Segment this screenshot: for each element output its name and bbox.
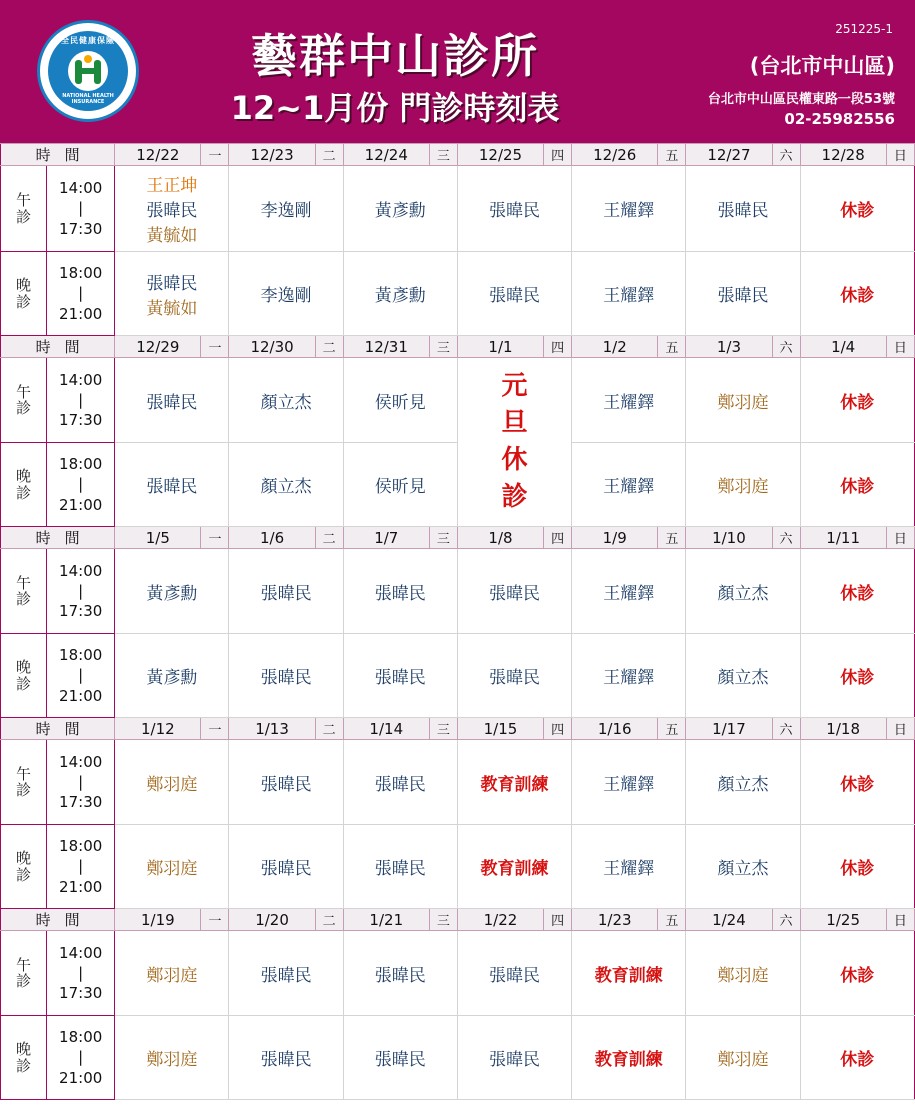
weekday-cell: 三 [429, 718, 457, 740]
doctor-cell [686, 825, 800, 909]
doctor-name: 張暐民 [489, 668, 541, 688]
doctor-cell [229, 549, 343, 634]
date-cell: 12/29 [115, 336, 201, 358]
doctor-cell [572, 1016, 686, 1100]
date-cell: 1/6 [229, 527, 315, 549]
doctor-cell [686, 740, 800, 825]
date-cell: 1/12 [115, 718, 201, 740]
date-cell: 1/19 [115, 909, 201, 931]
weekday-cell: 六 [772, 527, 800, 549]
doctor-name: 王耀鐸 [603, 668, 655, 688]
date-cell: 1/25 [800, 909, 886, 931]
weekday-cell: 四 [544, 718, 572, 740]
weekday-cell: 四 [544, 336, 572, 358]
doctor-name: 王耀鐸 [603, 477, 655, 497]
afternoon-time-range: 14:00 | 17:30 [47, 549, 115, 634]
weekday-cell: 二 [315, 336, 343, 358]
holiday-cell [457, 358, 571, 527]
doctor-cell [457, 549, 571, 634]
doctor-cell [572, 740, 686, 825]
doctor-cell [115, 358, 229, 443]
doctor-name: 王耀鐸 [603, 201, 655, 221]
doctor-cell [800, 252, 914, 336]
date-cell: 12/25 [457, 144, 543, 166]
doctor-name: 張暐民 [374, 583, 426, 604]
date-cell: 1/4 [800, 336, 886, 358]
doctor-name: 休診 [840, 583, 875, 604]
weekday-cell: 六 [772, 718, 800, 740]
evening-slot-label: 晚 診 [1, 1016, 47, 1100]
date-cell: 1/10 [686, 527, 772, 549]
doctor-cell [572, 358, 686, 443]
doctor-cell [115, 252, 229, 336]
doctor-cell [115, 166, 229, 252]
doctor-cell [115, 740, 229, 825]
doctor-cell [572, 825, 686, 909]
doctor-cell [229, 825, 343, 909]
afternoon-time-range: 14:00 | 17:30 [47, 358, 115, 443]
evening-slot-label: 晚 診 [1, 825, 47, 909]
doctor-cell [457, 1016, 571, 1100]
evening-time-range: 18:00 | 21:00 [47, 825, 115, 909]
doctor-cell [572, 443, 686, 527]
date-cell: 1/16 [572, 718, 658, 740]
date-cell: 12/22 [115, 144, 201, 166]
afternoon-row [1, 740, 915, 825]
doctor-name: 休診 [840, 477, 875, 497]
date-cell: 1/2 [572, 336, 658, 358]
doctor-name: 教育訓練 [594, 1050, 663, 1070]
doctor-cell [229, 740, 343, 825]
date-cell: 12/24 [343, 144, 429, 166]
evening-row [1, 252, 915, 336]
doctor-cell [800, 166, 914, 252]
doctor-name: 張暐民 [489, 1050, 541, 1070]
doctor-name: 休診 [840, 1050, 875, 1070]
date-cell: 1/3 [686, 336, 772, 358]
doctor-name: 休診 [840, 859, 875, 879]
header-banner [0, 0, 915, 143]
doctor-name: 侯昕見 [374, 392, 426, 413]
date-cell: 12/30 [229, 336, 315, 358]
doctor-name: 王耀鐸 [603, 774, 655, 795]
afternoon-row [1, 549, 915, 634]
weekday-cell: 日 [886, 336, 914, 358]
afternoon-slot-label: 午 診 [1, 549, 47, 634]
weekday-cell: 三 [429, 144, 457, 166]
evening-row [1, 634, 915, 718]
doctor-cell [800, 825, 914, 909]
doctor-cell [229, 252, 343, 336]
weekday-cell: 五 [658, 144, 686, 166]
doctor-name: 鄭羽庭 [717, 477, 769, 497]
date-cell: 1/17 [686, 718, 772, 740]
weekday-cell: 日 [886, 718, 914, 740]
week-header-row [1, 336, 915, 358]
weekday-cell: 二 [315, 909, 343, 931]
doctor-cell [229, 443, 343, 527]
doctor-cell [115, 549, 229, 634]
weekday-cell: 六 [772, 144, 800, 166]
weekday-cell: 一 [201, 909, 229, 931]
doctor-name: 黃毓如 [146, 298, 198, 319]
doctor-cell [115, 634, 229, 718]
doctor-cell [343, 549, 457, 634]
doctor-cell [457, 825, 571, 909]
afternoon-time-range: 14:00 | 17:30 [47, 166, 115, 252]
doctor-cell [229, 358, 343, 443]
doctor-cell [343, 634, 457, 718]
document-code: 251225-1 [835, 22, 893, 36]
doctor-cell [343, 931, 457, 1016]
doctor-name: 王耀鐸 [603, 583, 655, 604]
doctor-name: 黃彥勳 [146, 668, 198, 688]
doctor-cell [343, 252, 457, 336]
afternoon-time-range: 14:00 | 17:30 [47, 740, 115, 825]
doctor-name: 張暐民 [374, 668, 426, 688]
doctor-cell [572, 549, 686, 634]
doctor-name: 鄭羽庭 [146, 859, 198, 879]
doctor-cell [572, 166, 686, 252]
doctor-name: 王耀鐸 [603, 859, 655, 879]
date-cell: 1/18 [800, 718, 886, 740]
date-cell: 1/22 [457, 909, 543, 931]
evening-slot-label: 晚 診 [1, 634, 47, 718]
doctor-cell [686, 443, 800, 527]
date-cell: 1/21 [343, 909, 429, 931]
doctor-name: 張暐民 [374, 965, 426, 986]
date-cell: 12/31 [343, 336, 429, 358]
doctor-cell [686, 358, 800, 443]
doctor-name: 教育訓練 [480, 774, 549, 795]
afternoon-row [1, 931, 915, 1016]
time-header: 時間 [1, 336, 115, 358]
evening-time-range: 18:00 | 21:00 [47, 252, 115, 336]
doctor-cell [572, 931, 686, 1016]
evening-slot-label: 晚 診 [1, 443, 47, 527]
doctor-cell [229, 1016, 343, 1100]
doctor-cell [800, 549, 914, 634]
weekday-cell: 日 [886, 527, 914, 549]
logo-text-en: NATIONAL HEALTH INSURANCE [62, 93, 114, 105]
weekday-cell: 三 [429, 527, 457, 549]
doctor-cell [115, 1016, 229, 1100]
date-cell: 1/13 [229, 718, 315, 740]
date-cell: 1/9 [572, 527, 658, 549]
doctor-cell [343, 443, 457, 527]
doctor-cell [800, 443, 914, 527]
doctor-name: 張暐民 [489, 201, 541, 221]
doctor-cell [457, 740, 571, 825]
doctor-cell [686, 252, 800, 336]
doctor-name: 王正坤 [146, 176, 198, 196]
evening-row [1, 825, 915, 909]
schedule-table [0, 143, 915, 1100]
doctor-name: 張暐民 [260, 668, 312, 688]
doctor-name: 教育訓練 [594, 965, 663, 986]
doctor-name: 張暐民 [374, 774, 426, 795]
doctor-name: 張暐民 [717, 201, 769, 221]
doctor-cell [229, 931, 343, 1016]
date-cell: 1/5 [115, 527, 201, 549]
weekday-cell: 日 [886, 909, 914, 931]
weekday-cell: 四 [544, 909, 572, 931]
afternoon-time-range: 14:00 | 17:30 [47, 931, 115, 1016]
afternoon-row [1, 166, 915, 252]
district-label: (台北市中山區) [749, 54, 895, 78]
doctor-name: 鄭羽庭 [146, 965, 198, 986]
date-cell: 1/1 [457, 336, 543, 358]
doctor-cell [457, 252, 571, 336]
weekday-cell: 六 [772, 909, 800, 931]
doctor-name: 張暐民 [489, 583, 541, 604]
weekday-cell: 一 [201, 336, 229, 358]
doctor-name: 侯昕見 [374, 477, 426, 497]
evening-time-range: 18:00 | 21:00 [47, 634, 115, 718]
doctor-name: 王耀鐸 [603, 286, 655, 306]
doctor-cell [686, 634, 800, 718]
doctor-cell [343, 740, 457, 825]
doctor-cell [457, 634, 571, 718]
doctor-name: 休診 [840, 965, 875, 986]
evening-slot-label: 晚 診 [1, 252, 47, 336]
weekday-cell: 六 [772, 336, 800, 358]
doctor-cell [229, 166, 343, 252]
doctor-cell [457, 166, 571, 252]
afternoon-row [1, 358, 915, 443]
weekday-cell: 二 [315, 527, 343, 549]
weekday-cell: 三 [429, 336, 457, 358]
clinic-phone: 02-25982556 [784, 110, 895, 128]
date-cell: 1/15 [457, 718, 543, 740]
weekday-cell: 一 [201, 144, 229, 166]
doctor-cell [686, 931, 800, 1016]
doctor-name: 黃彥勳 [374, 201, 426, 221]
doctor-name: 張暐民 [260, 774, 312, 795]
doctor-name: 休診 [840, 201, 875, 221]
doctor-cell [115, 443, 229, 527]
doctor-name: 黃彥勳 [374, 286, 426, 306]
doctor-name: 顏立杰 [717, 774, 769, 795]
weekday-cell: 五 [658, 336, 686, 358]
doctor-cell [229, 634, 343, 718]
doctor-name: 張暐民 [146, 392, 198, 413]
doctor-name: 顏立杰 [717, 859, 769, 879]
doctor-name: 張暐民 [374, 859, 426, 879]
doctor-cell [686, 1016, 800, 1100]
doctor-name: 李逸剛 [260, 286, 312, 306]
doctor-name: 休診 [840, 774, 875, 795]
weekday-cell: 五 [658, 718, 686, 740]
weekday-cell: 日 [886, 144, 914, 166]
weekday-cell: 一 [201, 718, 229, 740]
weekday-cell: 五 [658, 527, 686, 549]
doctor-name: 張暐民 [260, 1050, 312, 1070]
week-header-row [1, 527, 915, 549]
date-cell: 1/7 [343, 527, 429, 549]
doctor-name: 顏立杰 [717, 583, 769, 604]
doctor-name: 教育訓練 [480, 859, 549, 879]
doctor-name: 鄭羽庭 [146, 1050, 198, 1070]
logo-text: 全民健康保險 [61, 36, 115, 45]
weekday-cell: 二 [315, 718, 343, 740]
weekday-cell: 四 [544, 144, 572, 166]
doctor-name: 張暐民 [374, 1050, 426, 1070]
doctor-name: 張暐民 [146, 201, 198, 221]
date-cell: 1/8 [457, 527, 543, 549]
doctor-name: 休診 [840, 392, 875, 413]
date-cell: 1/14 [343, 718, 429, 740]
schedule-subtitle: 12~1月份 門診時刻表 [230, 89, 560, 127]
doctor-cell [343, 358, 457, 443]
doctor-name: 張暐民 [260, 965, 312, 986]
doctor-name: 鄭羽庭 [717, 392, 769, 413]
date-cell: 1/24 [686, 909, 772, 931]
evening-row [1, 1016, 915, 1100]
doctor-name: 張暐民 [260, 583, 312, 604]
clinic-address: 台北市中山區民權東路一段53號 [707, 92, 895, 107]
doctor-name: 張暐民 [489, 965, 541, 986]
doctor-cell [572, 634, 686, 718]
doctor-cell [686, 549, 800, 634]
doctor-name: 鄭羽庭 [717, 965, 769, 986]
doctor-name: 鄭羽庭 [146, 774, 198, 795]
afternoon-slot-label: 午 診 [1, 166, 47, 252]
doctor-name: 張暐民 [489, 286, 541, 306]
date-cell: 1/23 [572, 909, 658, 931]
doctor-name: 王耀鐸 [603, 392, 655, 413]
doctor-cell [343, 166, 457, 252]
doctor-name: 休診 [840, 286, 875, 306]
doctor-name: 顏立杰 [260, 477, 312, 497]
weekday-cell: 二 [315, 144, 343, 166]
date-cell: 1/11 [800, 527, 886, 549]
weekday-cell: 一 [201, 527, 229, 549]
doctor-name: 張暐民 [146, 477, 198, 497]
weekday-cell: 五 [658, 909, 686, 931]
doctor-cell [572, 252, 686, 336]
doctor-cell [457, 931, 571, 1016]
doctor-name: 張暐民 [717, 286, 769, 306]
doctor-name: 顏立杰 [260, 392, 312, 413]
doctor-cell [115, 931, 229, 1016]
doctor-name: 鄭羽庭 [717, 1050, 769, 1070]
doctor-name: 黃彥勳 [146, 583, 198, 604]
doctor-cell [800, 931, 914, 1016]
time-header: 時間 [1, 909, 115, 931]
doctor-name: 張暐民 [260, 859, 312, 879]
date-cell: 12/28 [800, 144, 886, 166]
doctor-cell [800, 1016, 914, 1100]
doctor-name: 黃毓如 [146, 226, 198, 246]
afternoon-slot-label: 午 診 [1, 740, 47, 825]
doctor-cell [800, 358, 914, 443]
week-header-row [1, 144, 915, 166]
evening-time-range: 18:00 | 21:00 [47, 1016, 115, 1100]
time-header: 時間 [1, 718, 115, 740]
afternoon-slot-label: 午 診 [1, 358, 47, 443]
date-cell: 1/20 [229, 909, 315, 931]
doctor-cell [800, 634, 914, 718]
doctor-name: 顏立杰 [717, 668, 769, 688]
doctor-name: 張暐民 [146, 273, 198, 294]
doctor-cell [343, 1016, 457, 1100]
weekday-cell: 三 [429, 909, 457, 931]
afternoon-slot-label: 午 診 [1, 931, 47, 1016]
doctor-cell [800, 740, 914, 825]
holiday-label: 元 旦 休 診 [501, 371, 528, 512]
time-header: 時間 [1, 144, 115, 166]
week-header-row [1, 909, 915, 931]
time-header: 時間 [1, 527, 115, 549]
doctor-name: 休診 [840, 668, 875, 688]
clinic-title: 藝群中山診所 [251, 29, 539, 83]
doctor-cell [343, 825, 457, 909]
nhi-logo-icon [37, 20, 139, 122]
doctor-cell [686, 166, 800, 252]
doctor-cell [115, 825, 229, 909]
date-cell: 12/26 [572, 144, 658, 166]
date-cell: 12/27 [686, 144, 772, 166]
week-header-row [1, 718, 915, 740]
date-cell: 12/23 [229, 144, 315, 166]
doctor-name: 李逸剛 [260, 201, 312, 221]
weekday-cell: 四 [544, 527, 572, 549]
evening-time-range: 18:00 | 21:00 [47, 443, 115, 527]
